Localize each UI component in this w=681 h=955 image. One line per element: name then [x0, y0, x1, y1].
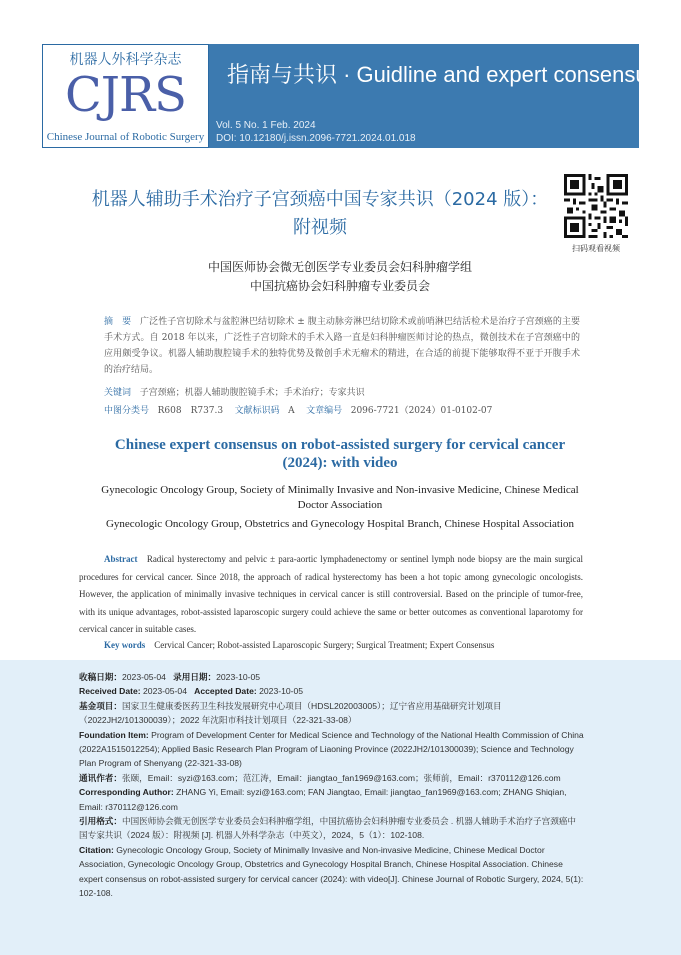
qr-code-icon[interactable]	[564, 174, 628, 238]
author-cn-1: 中国医师协会微无创医学专业委员会妇科肿瘤学组	[207, 260, 472, 274]
citation-cn: 引用格式：中国医师协会微无创医学专业委员会妇科肿瘤学组，中国抗癌协会妇科肿瘤专业委员会 . 机器人辅助手术治疗子宫颈癌中国专家共识（2024 版）：附视频 [J]. 机器人外科学杂志（中英文），2024，5（1）：102-108.	[79, 816, 577, 841]
abstract-en-label: Abstract	[104, 554, 138, 564]
journal-abbreviation: CJRS	[65, 67, 186, 123]
journal-logo	[42, 44, 209, 148]
keywords-cn-label: 关键词	[104, 388, 132, 398]
fund-cn: 基金项目：国家卫生健康委医药卫生科技发展研究中心项目（HDSL202003005）；辽宁省应用基础研究计划项目（2022JH2/101300039）；2022 年沈阳市科技计划项目（22-321-33-08）	[79, 700, 502, 726]
title-en-line1: Chinese expert consensus on robot-assisted surgery for cervical cancer	[114, 437, 566, 453]
article-title-cn	[80, 186, 560, 242]
keywords-en-label: Key words	[104, 640, 146, 650]
classification-line	[104, 403, 492, 416]
doc-code-value: A	[288, 406, 295, 416]
title-en-line2: (2024): with video	[282, 455, 398, 471]
keywords-cn	[104, 385, 365, 398]
corresponding-en: Corresponding Author: ZHANG Yi, Email: syzi@163.com; FAN Jiangtao, Email: jiangtao_fan1969@163.com; ZHANG Shiqian, Email: r370112@126.com	[79, 787, 567, 812]
abstract-en-text: Radical hysterectomy and pelvic ± para-aortic lymphadenectomy or sentinel lymph node biopsy are the main surgical procedures for cervical cancer. Since 2018, the approach of radical hysterectomy has been a hot topic among gynecologic oncologists. However, the application of minimally invasive techniques in cervical cancer is still controversial. Based on the principle of tumor-free, with its unique advantages, robot-assisted laparoscopic surgery could achieve the same or better outcomes as conventional laparotomy for cervical cancer in suitable cases.	[79, 554, 583, 634]
qr-caption: 扫码观看视频	[572, 244, 620, 253]
abstract-cn	[104, 314, 580, 378]
abstract-cn-text: 广泛性子宫切除术与盆腔淋巴结切除术 ± 腹主动脉旁淋巴结切除术或前哨淋巴结活检术是治疗子宫颈癌的主要手术方式。自 2018 年以来，广泛性子宫切除术的手术入路一直是妇科肿瘤医师讨论的热点，微创技术在子宫颈癌中的应用颇受争议。机器人辅助腹腔镜手术的独特优势及微创手术无瘤术的精进，在合适的前提下能够取得不亚于开腹手术的治疗结局。	[104, 317, 580, 375]
title-cn-line2: 附视频	[293, 217, 347, 238]
clc-label: 中图分类号	[104, 406, 150, 416]
corresponding-cn: 通讯作者：张颐，Email：syzi@163.com；范江涛，Email：jiangtao_fan1969@163.com；张师前，Email：r370112@126.com	[79, 772, 561, 783]
clc-value: R608 R737.3	[157, 406, 224, 416]
article-info-box	[0, 660, 681, 955]
abstract-cn-label: 摘 要	[104, 317, 132, 327]
dates-en: Received Date: 2023-05-04 Accepted Date: 2023-10-05	[79, 686, 304, 697]
article-no-label: 文章编号	[306, 406, 343, 416]
citation-en: Citation: Gynecologic Oncology Group, Society of Minimally Invasive and Non-invasive Medicine, Chinese Medical Doctor Association, Gynecologic Oncology Group, Obstetrics and Gynecology Hospital Branch, Chinese Hospital Association. Chinese expert consensus on robot-assisted surgery for cervical cancer (2024): with video[J]. Chinese Journal of Robotic Surgery, 2024, 5(1): 102-108.	[79, 844, 584, 899]
author-en-1: Gynecologic Oncology Group, Society of Minimally Invasive and Non-invasive Medicine, Chinese Medical Doctor Association	[101, 484, 579, 511]
section-banner	[209, 44, 659, 148]
article-no-value: 2096-7721（2024）01-0102-07	[350, 406, 493, 416]
volume-info: Vol. 5 No. 1 Feb. 2024	[216, 120, 316, 131]
section-title: 指南与共识 · Guidline and expert consensus	[227, 62, 659, 87]
abstract-en	[79, 551, 583, 639]
author-cn-2: 中国抗癌协会妇科肿瘤专业委员会	[249, 279, 430, 293]
keywords-en-text: Cervical Cancer; Robot-assisted Laparoscopic Surgery; Surgical Treatment; Expert Consensus	[154, 640, 495, 650]
journal-name-en: Chinese Journal of Robotic Surgery	[46, 131, 205, 143]
article-title-en	[80, 436, 600, 472]
keywords-en	[104, 640, 494, 650]
title-cn-line1: 机器人辅助手术治疗子宫颈癌中国专家共识（2024 版）：	[91, 189, 549, 210]
fund-en: Foundation Item: Program of Development Center for Medical Science and Technology of the National Health Commission of China (2022A1515012254); Applied Basic Research Plan Program of Liaoning Province (2022JH2/101300039); Science and Technology Plan Program of Shenyang (22-321-33-08)	[79, 729, 584, 769]
keywords-cn-text: 子宫颈癌；机器人辅助腹腔镜手术；手术治疗；专家共识	[139, 388, 365, 398]
journal-name-cn: 机器人外科学杂志	[69, 52, 182, 68]
author-en-2: Gynecologic Oncology Group, Obstetrics and Gynecology Hospital Branch, Chinese Hospital Association	[105, 518, 575, 530]
doc-code-label: 文献标识码	[234, 406, 280, 416]
article-info-text	[79, 670, 584, 901]
dates-cn: 收稿日期：2023-05-04 录用日期：2023-10-05	[79, 672, 261, 682]
doi[interactable]: DOI: 10.12180/j.issn.2096-7721.2024.01.018	[216, 133, 416, 144]
